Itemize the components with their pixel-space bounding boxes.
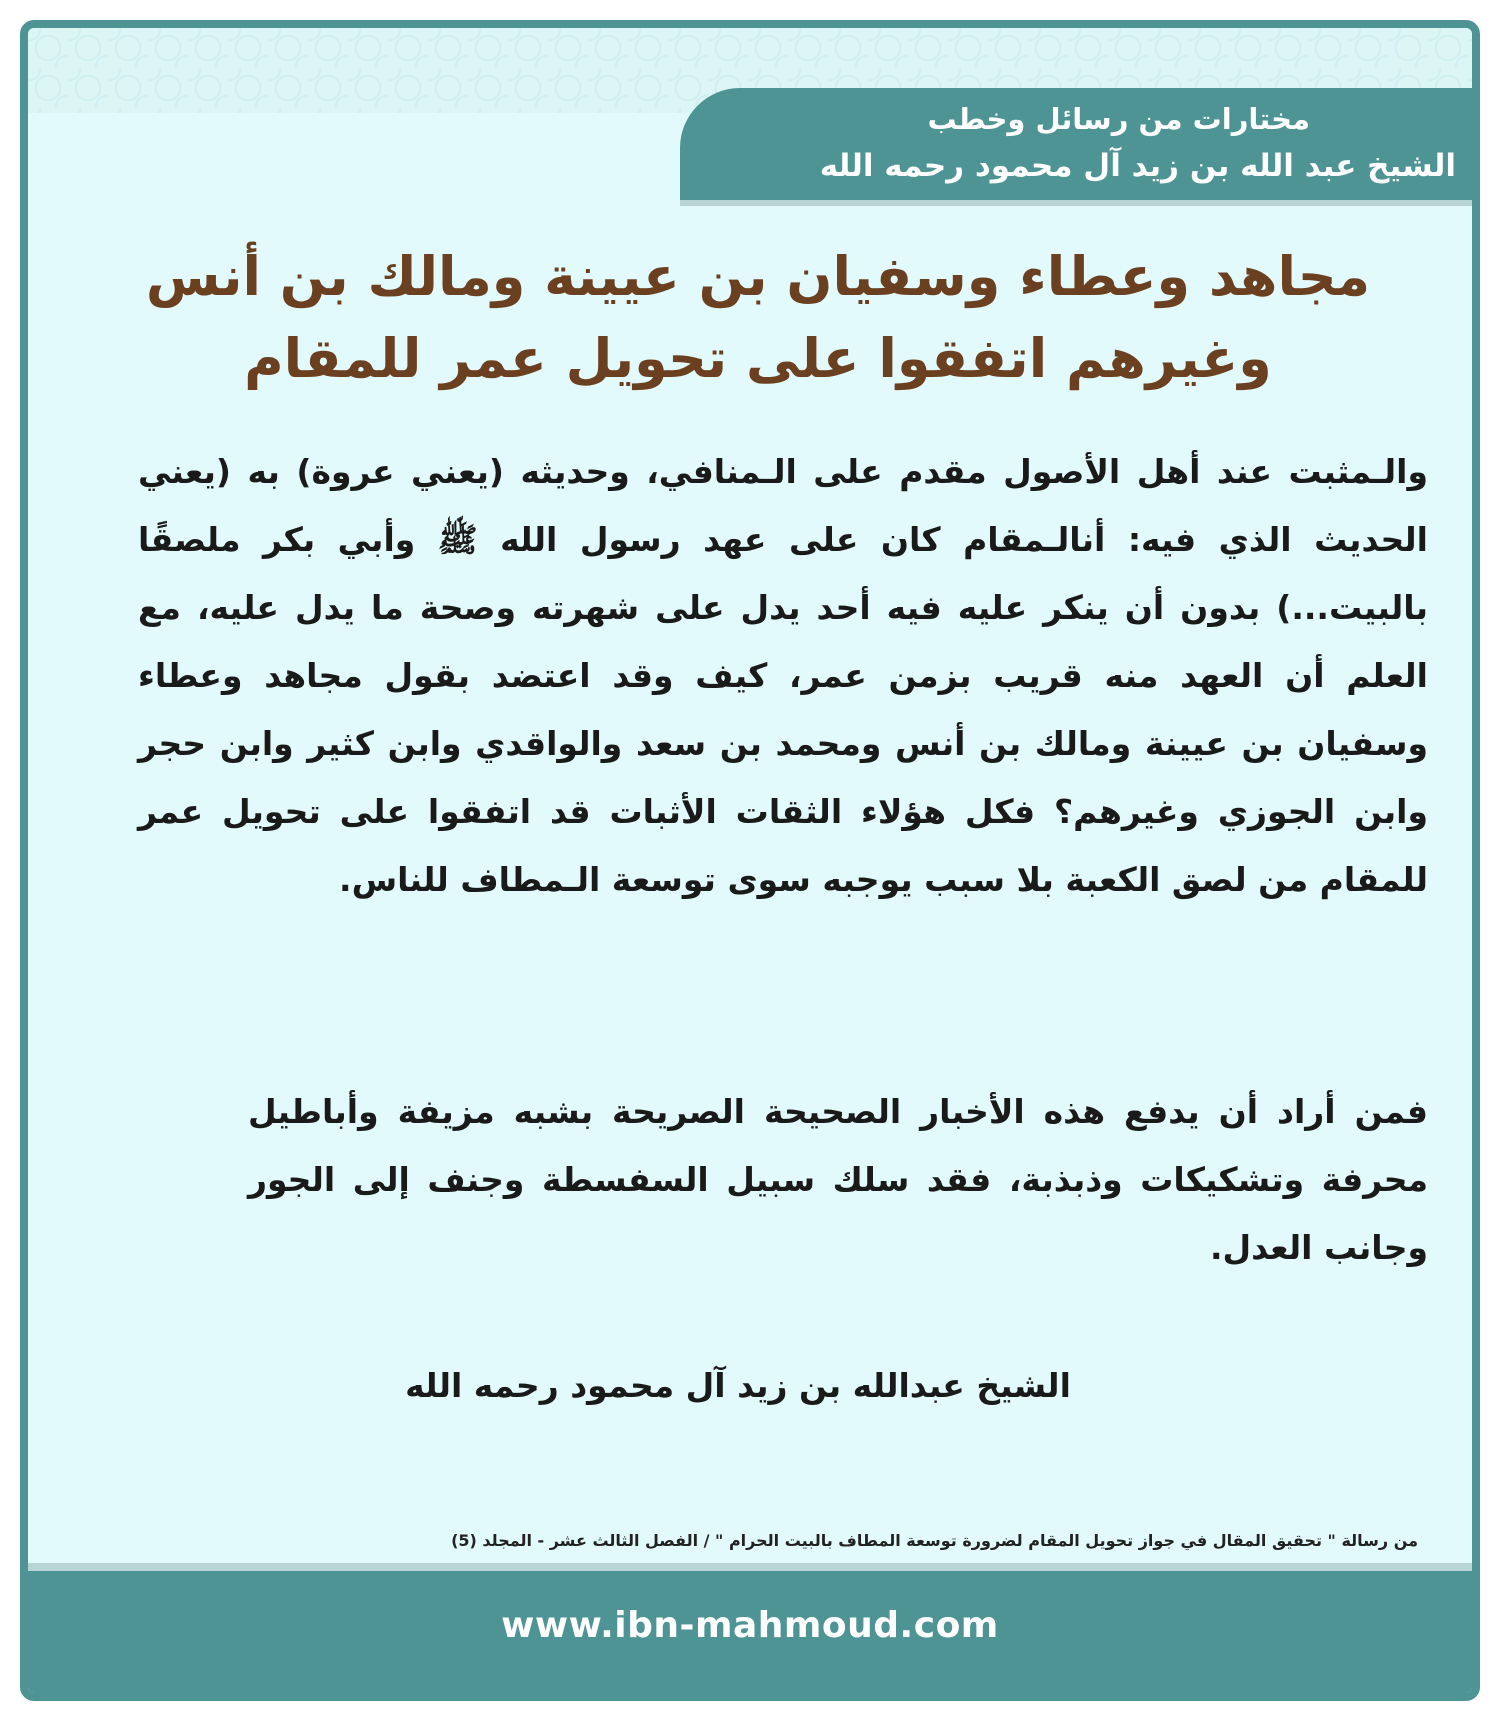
body-paragraph-2: فمن أراد أن يدفع هذه الأخبار الصحيحة الصريحة بشبه مزيفة وأباطيل محرفة وتشكيكات وذبذبة، فقد سلك سبيل السفسطة وجنف إلى الجور وجانب العدل. <box>248 1092 1428 1267</box>
card-frame <box>20 20 1480 1701</box>
article-body <box>138 438 1428 1267</box>
author-signature: الشيخ عبدالله بن زيد آل محمود رحمه الله <box>405 1366 1071 1405</box>
body-paragraph-1: والـمثبت عند أهل الأصول مقدم على الـمنافي، وحديثه (يعني عروة) به (يعني الحديث الذي فيه: أنالـمقام كان على عهد رسول الله ﷺ وأبي بكر ملصقًا بالبيت...) بدون أن ينكر عليه فيه أحد يدل على شهرته وصحة ما يدل عليه، مع العلم أن العهد منه قريب بزمن عمر، كيف وقد اعتضد بقول مجاهد وعطاء وسفيان بن عيينة ومالك بن أنس ومحمد بن سعد والواقدي وابن كثير وابن حجر وابن الجوزي وغيرهم؟ فكل هؤلاء الثقات الأثبات قد اتفقوا على تحويل عمر للمقام من لصق الكعبة بلا سبب يوجبه سوى توسعة الـمطاف للناس. <box>138 452 1428 899</box>
header-banner <box>680 88 1480 206</box>
website-link[interactable]: www.ibn-mahmoud.com <box>501 1605 999 1646</box>
article-title <box>88 236 1428 400</box>
footer-bar <box>28 1563 1472 1693</box>
header-series-title: مختارات من رسائل وخطب <box>927 102 1310 136</box>
header-author-name: الشيخ عبد الله بن زيد آل محمود رحمه الله <box>819 148 1456 184</box>
source-citation: من رسالة " تحقيق المقال في جواز تحويل المقام لضرورة توسعة المطاف بالبيت الحرام " / الفصل الثالث عشر - المجلد (5) <box>451 1531 1418 1550</box>
title-line-1: مجاهد وعطاء وسفيان بن عيينة ومالك بن أنس <box>145 245 1371 308</box>
title-line-2: وغيرهم اتفقوا على تحويل عمر للمقام <box>244 327 1272 390</box>
